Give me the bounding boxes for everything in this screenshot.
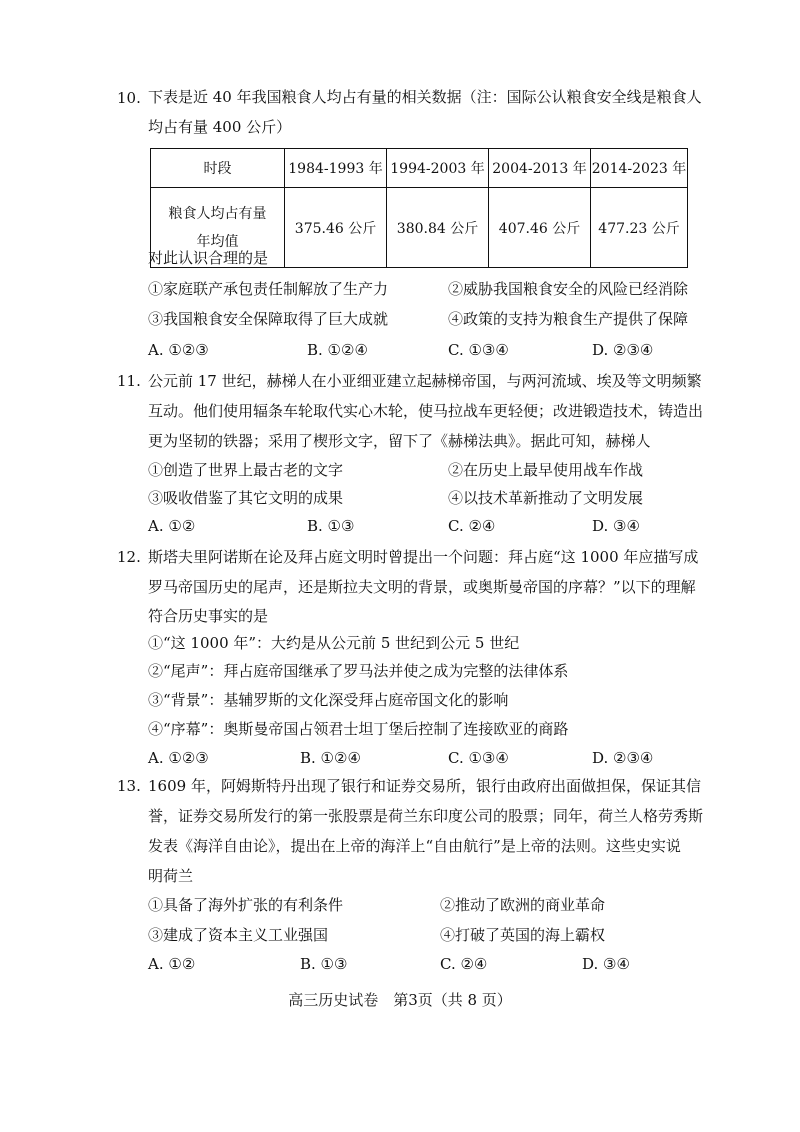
table-cell: 380.84 公斤 [387, 188, 489, 268]
q12-stem-line3: 符合历史事实的是 [148, 607, 269, 625]
table-cell: 477.23 公斤 [591, 188, 688, 268]
q12-stem-line1: 斯塔夫里阿诺斯在论及拜占庭文明时曾提出一个问题：拜占庭“这 1000 年应描写成 [148, 548, 699, 566]
q10-item-1: ①家庭联产承包责任制解放了生产力 [148, 280, 389, 298]
q11-option-a[interactable]: A. ①② [148, 517, 196, 535]
q11-stem-line1: 公元前 17 世纪，赫梯人在小亚细亚建立起赫梯帝国，与两河流域、埃及等文明频繁 [148, 372, 702, 390]
q12-item-3: ③“背景”：基辅罗斯的文化深受拜占庭帝国文化的影响 [148, 691, 509, 709]
q11-item-4: ④以技术革新推动了文明发展 [448, 489, 644, 507]
q13-number: 13. [117, 777, 141, 795]
q11-number: 11. [117, 372, 141, 390]
row-label-line2: 年均值 [196, 233, 239, 250]
table-header-cell: 时段 [151, 149, 285, 188]
q12-item-1: ①“这 1000 年”：大约是从公元前 5 世纪到公元 5 世纪 [148, 634, 520, 652]
q13-option-b[interactable]: B. ①③ [300, 955, 348, 973]
q10-option-c[interactable]: C. ①③④ [448, 341, 509, 359]
q13-stem-line4: 明荷兰 [148, 867, 194, 885]
row-label-line1: 粮食人均占有量 [168, 205, 267, 222]
q10-item-3: ③我国粮食安全保障取得了巨大成就 [148, 310, 389, 328]
q13-option-c[interactable]: C. ②④ [440, 955, 488, 973]
q10-prompt: 对此认识合理的是 [148, 249, 269, 267]
q12-item-4: ④“序幕”：奥斯曼帝国占领君士坦丁堡后控制了连接欧亚的商路 [148, 720, 569, 738]
q11-item-2: ②在历史上最早使用战车作战 [448, 461, 644, 479]
q13-item-4: ④打破了英国的海上霸权 [440, 926, 606, 944]
q10-item-2: ②威胁我国粮食安全的风险已经消除 [448, 280, 689, 298]
table-header-row [151, 149, 688, 188]
q13-stem-line1: 1609 年，阿姆斯特丹出现了银行和证券交易所，银行由政府出面做担保，保证其信 [148, 777, 701, 795]
q10-stem-line2: 均占有量 400 公斤） [148, 118, 292, 136]
q12-option-d[interactable]: D. ②③④ [592, 749, 654, 767]
q10-number: 10. [117, 89, 141, 107]
q11-option-d[interactable]: D. ③④ [592, 517, 640, 535]
q12-number: 12. [117, 548, 141, 566]
q10-option-d[interactable]: D. ②③④ [592, 341, 654, 359]
q11-stem-line3: 更为坚韧的铁器；采用了楔形文字，留下了《赫梯法典》。据此可知，赫梯人 [148, 432, 651, 450]
table-header-cell: 1994-2003 年 [387, 149, 489, 188]
page-footer: 高三历史试卷 第3页（共 8 页） [288, 991, 512, 1009]
q10-item-4: ④政策的支持为粮食生产提供了保障 [448, 310, 689, 328]
q13-item-3: ③建成了资本主义工业强国 [148, 926, 329, 944]
table-cell: 375.46 公斤 [285, 188, 387, 268]
q13-item-1: ①具备了海外扩张的有利条件 [148, 896, 344, 914]
q12-option-c[interactable]: C. ①③④ [448, 749, 509, 767]
q10-option-a[interactable]: A. ①②③ [148, 341, 209, 359]
q12-option-a[interactable]: A. ①②③ [148, 749, 209, 767]
q13-item-2: ②推动了欧洲的商业革命 [440, 896, 606, 914]
q13-option-a[interactable]: A. ①② [148, 955, 196, 973]
q12-option-b[interactable]: B. ①②④ [300, 749, 361, 767]
q13-stem-line2: 誉，证券交易所发行的第一张股票是荷兰东印度公司的股票；同年，荷兰人格劳秀斯 [148, 807, 704, 825]
q11-stem-line2: 互动。他们使用辐条车轮取代实心木轮，使马拉战车更轻便；改进锻造技术，铸造出 [148, 402, 704, 420]
q10-option-b[interactable]: B. ①②④ [307, 341, 368, 359]
q13-option-d[interactable]: D. ③④ [582, 955, 630, 973]
q11-item-3: ③吸收借鉴了其它文明的成果 [148, 489, 344, 507]
table-header-cell: 1984-1993 年 [285, 149, 387, 188]
q11-option-b[interactable]: B. ①③ [307, 517, 355, 535]
q13-stem-line3: 发表《海洋自由论》，提出在上帝的海洋上“自由航行”是上帝的法则。这些史实说 [148, 837, 681, 855]
table-cell: 407.46 公斤 [489, 188, 591, 268]
table-header-cell: 2014-2023 年 [591, 149, 688, 188]
q11-option-c[interactable]: C. ②④ [448, 517, 496, 535]
q11-item-1: ①创造了世界上最古老的文字 [148, 461, 344, 479]
q12-item-2: ②“尾声”：拜占庭帝国继承了罗马法并使之成为完整的法律体系 [148, 662, 569, 680]
table-header-cell: 2004-2013 年 [489, 149, 591, 188]
q12-stem-line2: 罗马帝国历史的尾声，还是斯拉夫文明的背景，或奥斯曼帝国的序幕？”以下的理解 [148, 578, 696, 596]
q10-stem-line1: 下表是近 40 年我国粮食人均占有量的相关数据（注：国际公认粮食安全线是粮食人 [148, 88, 702, 106]
